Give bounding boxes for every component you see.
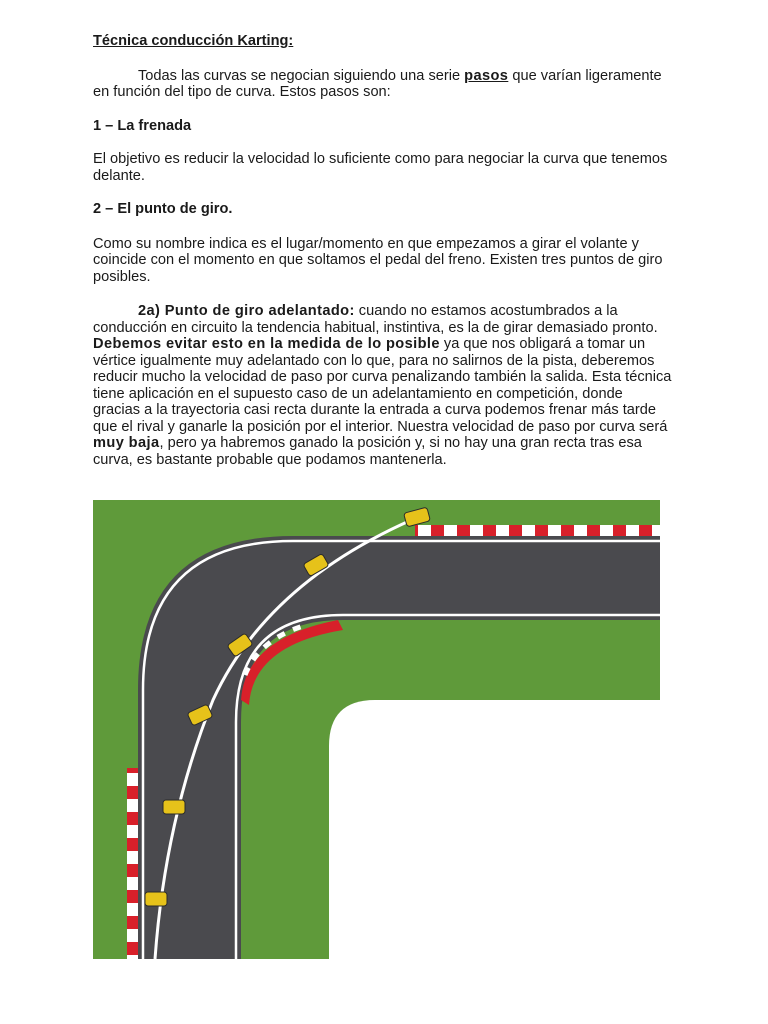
- step2-heading: 2 – El punto de giro.: [93, 201, 233, 217]
- emphasis-pasos: pasos: [464, 67, 509, 84]
- step2-text: Como su nombre indica es el lugar/momento en que empezamos a girar el volante y coincide con el momento en que soltamos el pedal del freno. Existen tres puntos de giro posibles.: [93, 235, 663, 285]
- sub2a-bold-speed: muy baja: [93, 435, 160, 451]
- sub2a-label: 2a) Punto de giro adelantado:: [138, 303, 355, 319]
- step1-heading: 1 – La frenada: [93, 117, 192, 134]
- sub2a-paragraph: 2a) Punto de giro adelantado: cuando no estamos acostumbrados a la conducción en circuito la tendencia habitual, instintiva, es la de girar demasiado pronto. Debemos evitar esto en la medida de lo posible ya que nos obligará a tomar un vértice igualmente muy adelantado con lo que, para no salirnos de la pista, deberemos reducir mucho la velocidad de paso por curva penalizando también la salida. Esta técnica tiene aplicación en el supuesto caso de un adelantamiento en competición, donde gracias a la trayectoria casi recta durante la entrada a curva podemos frenar más tarde que el rival y ganarle la posición por el interior. Nuestra velocidad de paso por curva será muy baja, pero ya habremos ganado la posición y, si no hay una gran recta tras esa curva, es bastante probable que podamos mantenerla.: [93, 303, 672, 468]
- infield-white: [329, 700, 660, 959]
- kart-icon: [163, 800, 185, 814]
- sub2a-bold-warning: Debemos evitar esto en la medida de lo posible: [93, 336, 440, 352]
- race-track-diagram-icon: [93, 500, 660, 959]
- kerb-left: [127, 768, 138, 959]
- step1-text: El objetivo es reducir la velocidad lo suficiente como para negociar la curva que tenemos delante.: [93, 151, 668, 184]
- kerb-top: [415, 525, 660, 536]
- intro-paragraph: Todas las curvas se negocian siguiendo una serie pasos que varían ligeramente en función del tipo de curva. Estos pasos son:: [93, 67, 662, 100]
- document-title: Técnica conducción Karting:: [93, 33, 294, 49]
- document-page: [93, 33, 673, 468]
- kart-icon: [145, 892, 167, 906]
